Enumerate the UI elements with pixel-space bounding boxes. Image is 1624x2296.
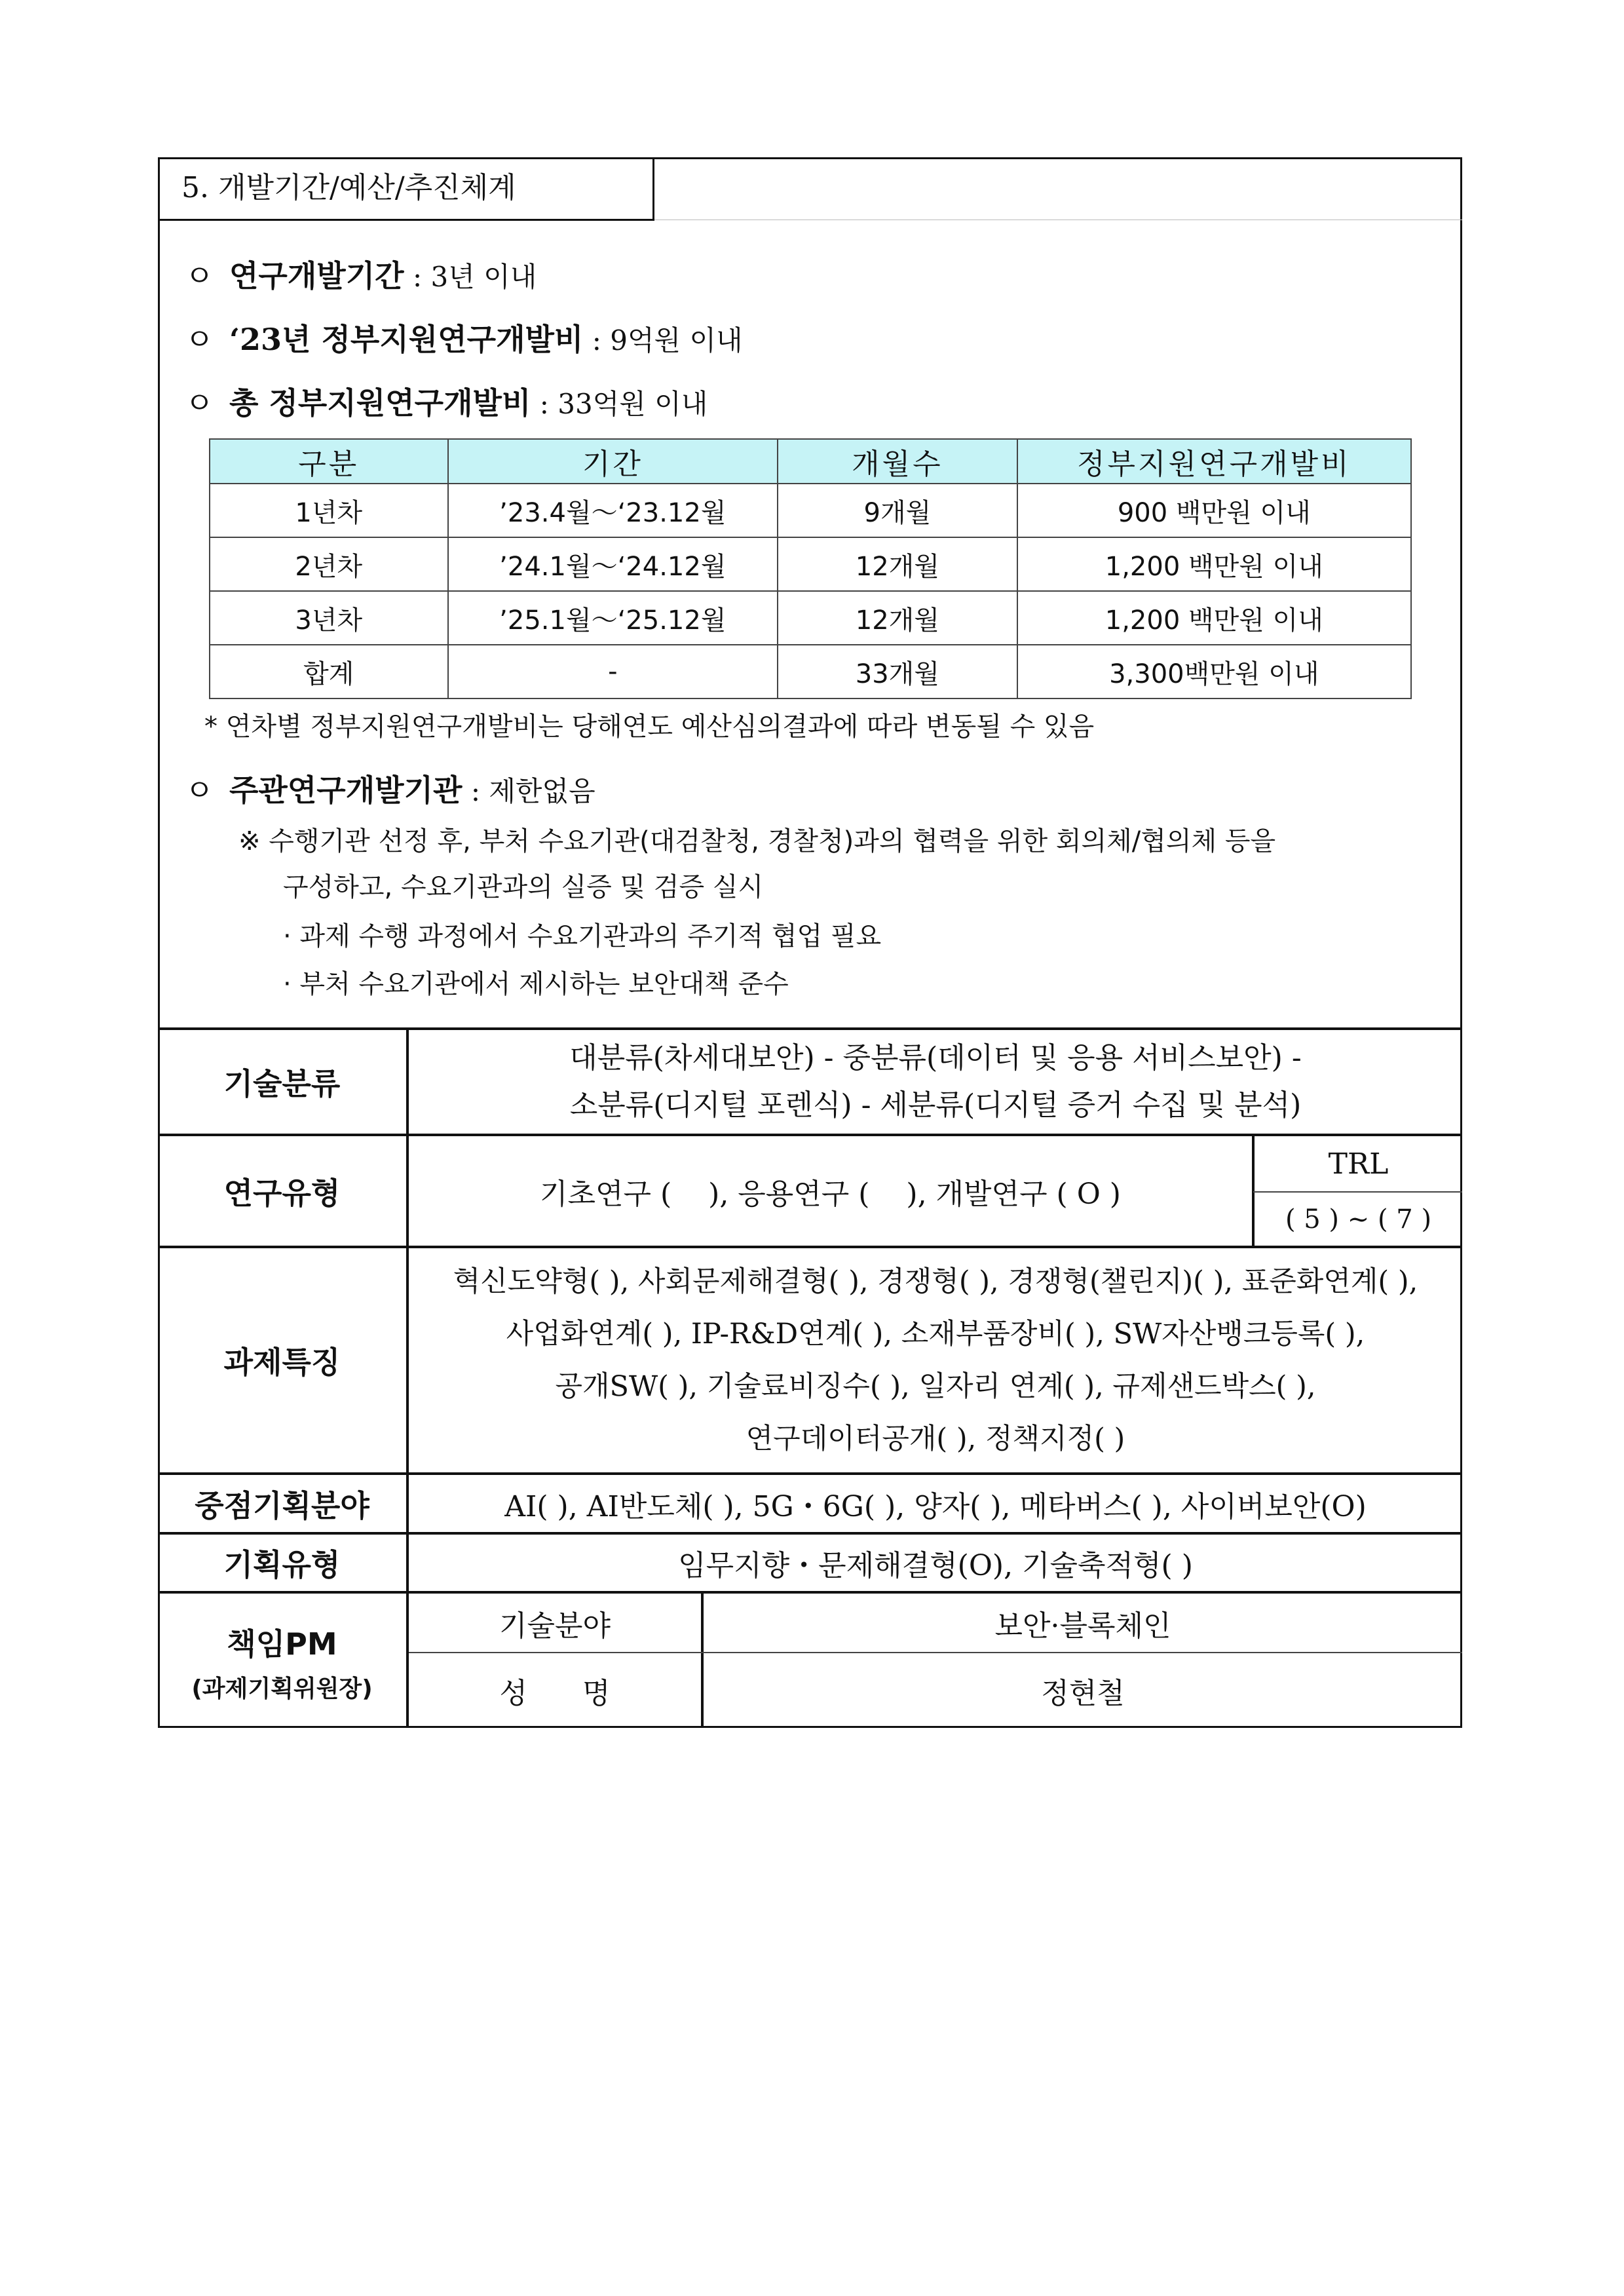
table-cell: ’24.1월～‘24.12월	[448, 537, 778, 591]
research-type-label: 연구유형	[223, 1175, 341, 1211]
table-cell: 33개월	[778, 645, 1017, 698]
header-cell: 개월수	[778, 439, 1017, 484]
bullet-value: : 33억원 이내	[531, 388, 708, 420]
table-cell: 900 백만원 이내	[1017, 484, 1411, 537]
lead-org-sub1: · 과제 수행 과정에서 수요기관과의 주기적 협업 필요	[283, 921, 882, 951]
bullet-label: 주관연구개발기관	[229, 773, 463, 808]
pm-field-value: 보안·블록체인	[994, 1609, 1171, 1643]
bullet-marker: ㅇ	[185, 385, 214, 421]
header-cell: 정부지원연구개발비	[1017, 439, 1411, 484]
tech-class-line: 대분류(차세대보안) - 중분류(데이터 및 응용 서비스보안) -	[569, 1041, 1302, 1075]
table-row	[210, 537, 1411, 591]
table-cell: 12개월	[778, 537, 1017, 591]
planning-type-value: 임무지향・문제해결형(O), 기술축적형( )	[678, 1549, 1193, 1582]
table-row	[210, 484, 1411, 537]
table-row-total	[210, 645, 1411, 698]
focus-label: 중점기획분야	[195, 1487, 369, 1523]
lead-org-note-line1: ※ 수행기관 선정 후, 부처 수요기관(대검찰청, 경찰청)과의 협력을 위한 회의체/협의체 등을	[238, 826, 1276, 856]
table-cell: 12개월	[778, 591, 1017, 645]
tech-class-line: 소분류(디지털 포렌식) - 세분류(디지털 증거 수집 및 분석)	[569, 1088, 1302, 1122]
bullet-lead-org	[185, 767, 595, 810]
pm-sublabel: (과제기획위원장)	[191, 1675, 373, 1702]
header-cell: 기간	[448, 439, 778, 484]
table-cell: 3년차	[210, 591, 448, 645]
lead-org-sub2: · 부처 수요기관에서 제시하는 보안대책 준수	[283, 969, 789, 999]
pm-name-label: 성 명	[499, 1677, 611, 1710]
pm-field-label: 기술분야	[499, 1609, 611, 1643]
trl-label: TRL	[1328, 1147, 1389, 1181]
bullet-marker: ㅇ	[185, 773, 214, 808]
features-line: 사업화연계( ), IP-R&D연계( ), 소재부품장비( ), SW자산뱅크등록( ),	[506, 1318, 1365, 1350]
bullet-value: : 9억원 이내	[583, 324, 743, 356]
bullet-label: ‘23년 정부지원연구개발비	[229, 322, 584, 357]
table-cell: 합계	[210, 645, 448, 698]
bullet-marker: ㅇ	[185, 258, 214, 294]
features-label: 과제특징	[223, 1345, 341, 1380]
section-title: 5. 개발기간/예산/추진체계	[158, 157, 654, 221]
features-line: 연구데이터공개( ), 정책지정( )	[746, 1423, 1125, 1455]
header-cell: 구분	[210, 439, 448, 484]
research-type-value: 기초연구 ( ), 응용연구 ( ), 개발연구 ( O )	[540, 1177, 1121, 1211]
pm-label: 책임PM	[227, 1626, 337, 1662]
table-cell: 3,300백만원 이내	[1017, 645, 1411, 698]
features-line: 혁신도약형( ), 사회문제해결형( ), 경쟁형( ), 경쟁형(챌린지)( ), 표준화연계( ),	[453, 1265, 1418, 1298]
tech-class-label: 기술분류	[223, 1066, 341, 1101]
planning-type-label: 기획유형	[223, 1547, 341, 1582]
pm-name-value: 정현철	[1041, 1677, 1125, 1710]
bullet-marker: ㅇ	[185, 322, 214, 357]
tech-class-value	[409, 1030, 1462, 1134]
trl-value: ( 5 ) ~ ( 7 )	[1285, 1204, 1432, 1234]
table-header-row	[210, 439, 1411, 484]
bullet-label: 연구개발기간	[229, 258, 404, 294]
features-line: 공개SW( ), 기술료비징수( ), 일자리 연계( ), 규제샌드박스( ),	[555, 1370, 1316, 1403]
bullet-2023-budget	[185, 316, 743, 359]
budget-note: * 연차별 정부지원연구개발비는 당해연도 예산심의결과에 따라 변동될 수 있음	[204, 712, 1095, 742]
features-value	[409, 1248, 1462, 1472]
bullet-value: : 제한없음	[462, 775, 595, 807]
table-cell: ’25.1월～‘25.12월	[448, 591, 778, 645]
table-cell: 9개월	[778, 484, 1017, 537]
bullet-dev-period	[185, 252, 537, 296]
budget-table	[209, 438, 1412, 699]
table-row	[210, 591, 1411, 645]
bullet-value: : 3년 이내	[404, 261, 537, 293]
bullet-label: 총 정부지원연구개발비	[229, 385, 531, 421]
bullet-total-budget	[185, 379, 708, 423]
lead-org-note-line2: 구성하고, 수요기관과의 실증 및 검증 실시	[283, 872, 764, 902]
pm-label-cell	[158, 1594, 406, 1728]
table-cell: 1,200 백만원 이내	[1017, 591, 1411, 645]
focus-value: AI( ), AI반도체( ), 5G・6G( ), 양자( ), 메타버스( ), 사이버보안(O)	[504, 1489, 1367, 1523]
table-cell: 1,200 백만원 이내	[1017, 537, 1411, 591]
table-cell: 1년차	[210, 484, 448, 537]
table-cell: -	[448, 645, 778, 698]
table-cell: 2년차	[210, 537, 448, 591]
table-cell: ’23.4월～‘23.12월	[448, 484, 778, 537]
